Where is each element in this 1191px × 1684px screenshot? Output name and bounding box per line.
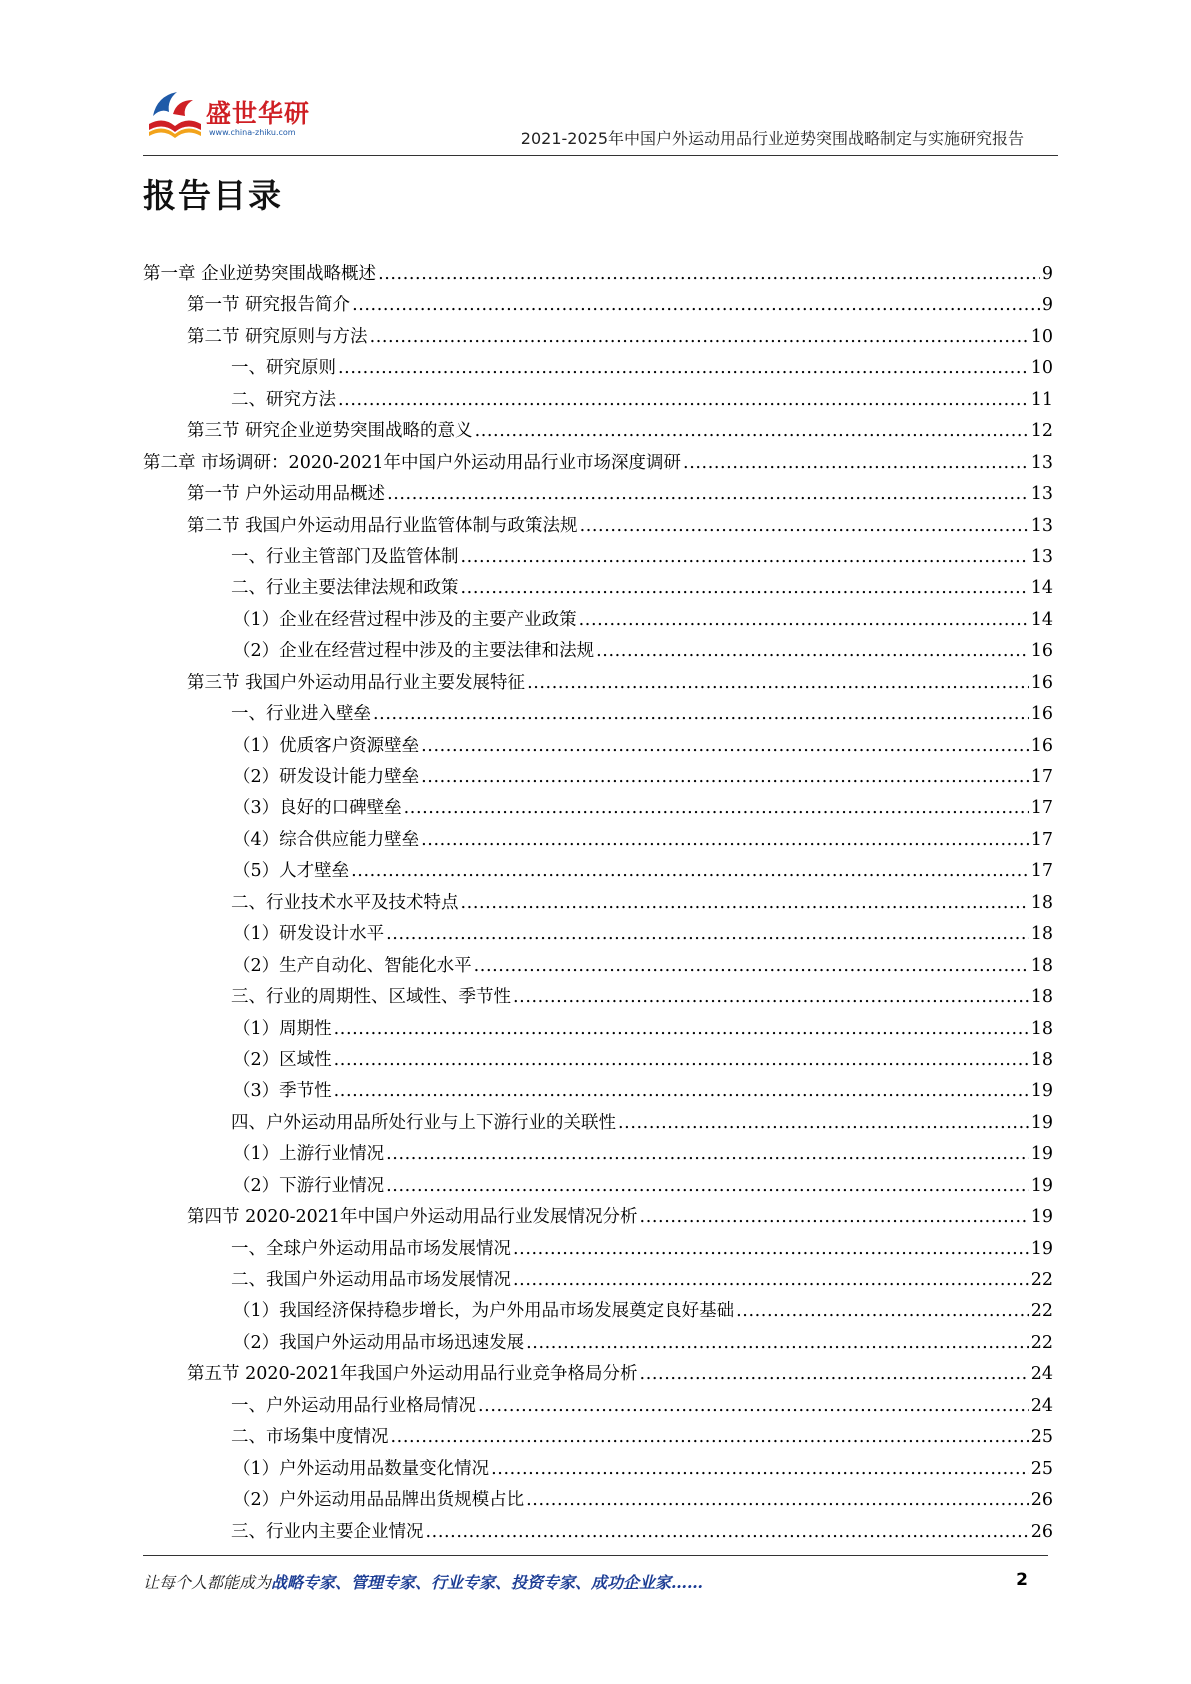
toc-entry-page: 9: [1041, 264, 1053, 284]
toc-entry[interactable]: [143, 1016, 1053, 1047]
toc-entry-title: 一、研究原则: [231, 358, 336, 379]
logo-book-icon: [143, 86, 207, 146]
toc-dot-leader: [461, 890, 1029, 916]
toc-entry-title: 第三节 我国户外运动用品行业主要发展特征: [187, 672, 526, 693]
toc-entry-page: 19: [1030, 1081, 1053, 1102]
toc-entry-page: 24: [1030, 1364, 1053, 1385]
toc-entry-page: 26: [1030, 1490, 1053, 1511]
toc-entry-title: 第四节 2020-2021年中国户外运动用品行业发展情况分析: [187, 1207, 638, 1228]
toc-entry[interactable]: [143, 1078, 1053, 1109]
toc-entry-title: （1）我国经济保持稳步增长，为户外用品市场发展奠定良好基础: [233, 1301, 735, 1322]
toc-entry-page: 22: [1030, 1332, 1053, 1353]
toc-entry-page: 16: [1030, 735, 1053, 756]
toc-entry[interactable]: [143, 921, 1053, 952]
page-footer: [143, 1570, 1028, 1596]
toc-entry-page: 13: [1030, 452, 1053, 473]
toc-entry[interactable]: [143, 1236, 1053, 1267]
toc-entry-title: （1）优质客户资源壁垒: [233, 735, 420, 756]
toc-entry[interactable]: [143, 795, 1053, 826]
toc-entry-title: （1）研发设计水平: [233, 924, 385, 945]
toc-entry-page: 19: [1030, 1207, 1053, 1228]
toc-dot-leader: [683, 450, 1029, 476]
toc-entry-page: 13: [1030, 484, 1053, 505]
toc-entry-title: 第二节 我国户外运动用品行业监管体制与政策法规: [187, 515, 578, 536]
toc-entry-title: 一、行业进入壁垒: [231, 704, 371, 725]
toc-dot-leader: [370, 324, 1029, 350]
toc-entry-page: 19: [1030, 1238, 1053, 1259]
toc-dot-leader: [474, 953, 1029, 979]
toc-entry-page: 14: [1030, 609, 1053, 630]
toc-entry-title: 二、行业技术水平及技术特点: [231, 892, 459, 913]
toc-entry[interactable]: [143, 1393, 1053, 1424]
toc-entry-title: 第三节 研究企业逆势突围战略的意义: [187, 421, 473, 442]
toc-entry[interactable]: [143, 575, 1053, 606]
toc-dot-leader: [334, 1047, 1029, 1073]
toc-entry-title: 三、行业内主要企业情况: [231, 1521, 424, 1542]
footer-slogan-prefix: 让每个人都能成为: [143, 1573, 272, 1592]
toc-dot-leader: [640, 1204, 1029, 1230]
toc-entry-title: 一、户外运动用品行业格局情况: [231, 1395, 476, 1416]
toc-entry[interactable]: [143, 858, 1053, 889]
toc-entry-title: 四、户外运动用品所处行业与上下游行业的关联性: [231, 1112, 616, 1133]
toc-entry-title: 一、全球户外运动用品市场发展情况: [231, 1238, 511, 1259]
toc-entry[interactable]: [143, 953, 1053, 984]
toc-entry[interactable]: [143, 701, 1053, 732]
header-divider: [143, 155, 1058, 156]
toc-entry-page: 17: [1030, 798, 1053, 819]
toc-entry-page: 18: [1030, 955, 1053, 976]
toc-entry-page: 25: [1030, 1458, 1053, 1479]
toc-entry-page: 9: [1041, 295, 1053, 316]
toc-entry-page: 11: [1030, 389, 1053, 410]
toc-dot-leader: [391, 1424, 1029, 1450]
toc-entry[interactable]: [143, 984, 1053, 1015]
toc-entry-title: 三、行业的周期性、区域性、季节性: [231, 987, 511, 1008]
toc-entry[interactable]: [143, 1047, 1053, 1078]
toc-entry-page: 16: [1030, 704, 1053, 725]
toc-entry[interactable]: [143, 607, 1053, 638]
toc-entry[interactable]: [143, 418, 1053, 449]
toc-dot-leader: [421, 827, 1029, 853]
toc-dot-leader: [461, 575, 1029, 601]
table-of-contents: [143, 261, 1053, 1550]
footer-slogan: [143, 1570, 703, 1593]
toc-dot-leader: [526, 1487, 1029, 1513]
toc-entry-title: 第二章 市场调研：2020-2021年中国户外运动用品行业市场深度调研: [143, 452, 682, 473]
company-logo: [143, 80, 323, 150]
toc-entry[interactable]: [143, 638, 1053, 669]
toc-entry[interactable]: [143, 292, 1053, 323]
footer-slogan-highlight: 战略专家、管理专家、行业专家、投资专家、成功企业家……: [271, 1573, 704, 1592]
toc-entry-title: （2）户外运动用品品牌出货规模占比: [233, 1490, 525, 1511]
toc-dot-leader: [478, 1393, 1029, 1419]
toc-dot-leader: [596, 638, 1029, 664]
toc-entry-title: 第一章 企业逆势突围战略概述: [143, 264, 377, 284]
report-title: 2021-2025年中国户外运动用品行业逆势突围战略制定与实施研究报告: [520, 129, 1024, 148]
toc-entry-page: 13: [1030, 546, 1053, 567]
toc-entry-title: （4）综合供应能力壁垒: [233, 829, 420, 850]
toc-entry[interactable]: [143, 670, 1053, 701]
toc-entry-page: 19: [1030, 1144, 1053, 1165]
toc-dot-leader: [640, 1361, 1029, 1387]
toc-dot-leader: [618, 1110, 1029, 1136]
toc-entry-page: 18: [1030, 1049, 1053, 1070]
toc-entry-title: 第五节 2020-2021年我国户外运动用品行业竞争格局分析: [187, 1364, 638, 1385]
toc-entry[interactable]: [143, 1141, 1053, 1172]
toc-entry[interactable]: [143, 261, 1053, 292]
toc-dot-leader: [579, 607, 1029, 633]
toc-entry-title: 二、行业主要法律法规和政策: [231, 578, 459, 599]
toc-entry-title: 一、行业主管部门及监管体制: [231, 546, 459, 567]
logo-name: 盛世华研: [206, 99, 311, 128]
toc-dot-leader: [386, 1173, 1029, 1199]
toc-entry-title: （3）良好的口碑壁垒: [233, 798, 402, 819]
toc-entry-page: 10: [1030, 326, 1053, 347]
toc-entry-title: （1）户外运动用品数量变化情况: [233, 1458, 490, 1479]
toc-entry[interactable]: [143, 1204, 1053, 1235]
toc-entry-title: 第一节 研究报告简介: [187, 295, 351, 316]
toc-entry[interactable]: [143, 1298, 1053, 1329]
toc-entry-title: （5）人才壁垒: [233, 861, 350, 882]
toc-dot-leader: [351, 858, 1029, 884]
toc-entry[interactable]: [143, 1110, 1053, 1141]
toc-entry-page: 18: [1030, 1018, 1053, 1039]
toc-entry-title: （2）下游行业情况: [233, 1175, 385, 1196]
toc-entry[interactable]: [143, 1519, 1053, 1550]
toc-dot-leader: [513, 1236, 1029, 1262]
toc-entry[interactable]: [143, 1267, 1053, 1298]
toc-entry-page: 17: [1030, 829, 1053, 850]
toc-entry[interactable]: [143, 764, 1053, 795]
toc-dot-leader: [736, 1298, 1029, 1324]
toc-entry-title: 第二节 研究原则与方法: [187, 326, 368, 347]
toc-entry[interactable]: [143, 890, 1053, 921]
toc-dot-leader: [526, 1330, 1029, 1356]
toc-dot-leader: [513, 984, 1029, 1010]
toc-entry-title: （2）区域性: [233, 1049, 332, 1070]
toc-dot-leader: [387, 481, 1029, 507]
page-header: [143, 80, 1058, 158]
toc-dot-leader: [426, 1519, 1029, 1545]
toc-entry[interactable]: [143, 1487, 1053, 1518]
toc-entry-title: （2）研发设计能力壁垒: [233, 767, 420, 787]
toc-entry[interactable]: [143, 733, 1053, 764]
toc-dot-leader: [352, 292, 1040, 318]
toc-entry-page: 16: [1030, 641, 1053, 662]
toc-entry-title: （2）生产自动化、智能化水平: [233, 955, 472, 976]
toc-dot-leader: [334, 1016, 1029, 1042]
toc-entry-title: 二、研究方法: [231, 389, 336, 410]
toc-entry[interactable]: [143, 481, 1053, 512]
toc-entry-page: 19: [1030, 1112, 1053, 1133]
toc-entry[interactable]: [143, 1330, 1053, 1361]
toc-dot-leader: [461, 544, 1029, 570]
toc-entry-page: 18: [1030, 924, 1053, 945]
toc-entry-page: 22: [1030, 1301, 1053, 1322]
toc-entry[interactable]: [143, 544, 1053, 575]
toc-entry[interactable]: [143, 387, 1053, 418]
toc-entry-page: 18: [1030, 987, 1053, 1008]
toc-entry-title: 二、市场集中度情况: [231, 1427, 389, 1448]
footer-divider: [143, 1555, 1048, 1556]
toc-entry-title: （2）我国户外运动用品市场迅速发展: [233, 1332, 525, 1353]
toc-dot-leader: [378, 261, 1040, 287]
toc-dot-leader: [475, 418, 1029, 444]
toc-entry-page: 17: [1030, 861, 1053, 882]
toc-entry-title: （2）企业在经营过程中涉及的主要法律和法规: [233, 641, 595, 662]
logo-url: www.china-zhiku.com: [209, 128, 296, 137]
toc-entry[interactable]: [143, 1456, 1053, 1487]
toc-entry-page: 22: [1030, 1270, 1053, 1290]
toc-entry[interactable]: [143, 450, 1053, 481]
toc-dot-leader: [404, 795, 1029, 821]
toc-entry[interactable]: [143, 1173, 1053, 1204]
toc-entry-title: （3）季节性: [233, 1081, 332, 1102]
toc-entry-page: 25: [1030, 1427, 1053, 1448]
toc-dot-leader: [421, 764, 1029, 790]
toc-entry-page: 16: [1030, 672, 1053, 693]
toc-entry[interactable]: [143, 1361, 1053, 1392]
toc-entry-title: （1）周期性: [233, 1018, 332, 1039]
toc-entry-page: 26: [1030, 1521, 1053, 1542]
toc-entry[interactable]: [143, 1424, 1053, 1455]
toc-dot-leader: [338, 387, 1029, 413]
toc-dot-leader: [580, 513, 1029, 539]
toc-entry-page: 10: [1030, 358, 1053, 379]
toc-entry[interactable]: [143, 513, 1053, 544]
toc-heading: 报告目录: [143, 176, 283, 215]
toc-dot-leader: [334, 1078, 1029, 1104]
toc-entry-title: 第一节 户外运动用品概述: [187, 484, 386, 505]
toc-entry[interactable]: [143, 324, 1053, 355]
toc-dot-leader: [513, 1267, 1029, 1293]
toc-entry-title: （1）企业在经营过程中涉及的主要产业政策: [233, 609, 577, 630]
toc-entry-page: 14: [1030, 578, 1053, 599]
toc-entry[interactable]: [143, 355, 1053, 386]
page-number: 2: [1016, 1570, 1028, 1590]
toc-dot-leader: [527, 670, 1029, 696]
toc-dot-leader: [338, 355, 1029, 381]
toc-dot-leader: [491, 1456, 1029, 1482]
toc-entry-page: 17: [1030, 767, 1053, 787]
toc-dot-leader: [421, 733, 1029, 759]
toc-entry-page: 12: [1030, 421, 1053, 442]
toc-entry-title: 二、我国户外运动用品市场发展情况: [231, 1270, 511, 1290]
toc-entry-page: 24: [1030, 1395, 1053, 1416]
toc-dot-leader: [386, 1141, 1029, 1167]
toc-dot-leader: [373, 701, 1029, 727]
toc-entry-title: （1）上游行业情况: [233, 1144, 385, 1165]
toc-entry-page: 13: [1030, 515, 1053, 536]
toc-entry-page: 18: [1030, 892, 1053, 913]
toc-entry-page: 19: [1030, 1175, 1053, 1196]
toc-dot-leader: [386, 921, 1029, 947]
toc-entry[interactable]: [143, 827, 1053, 858]
